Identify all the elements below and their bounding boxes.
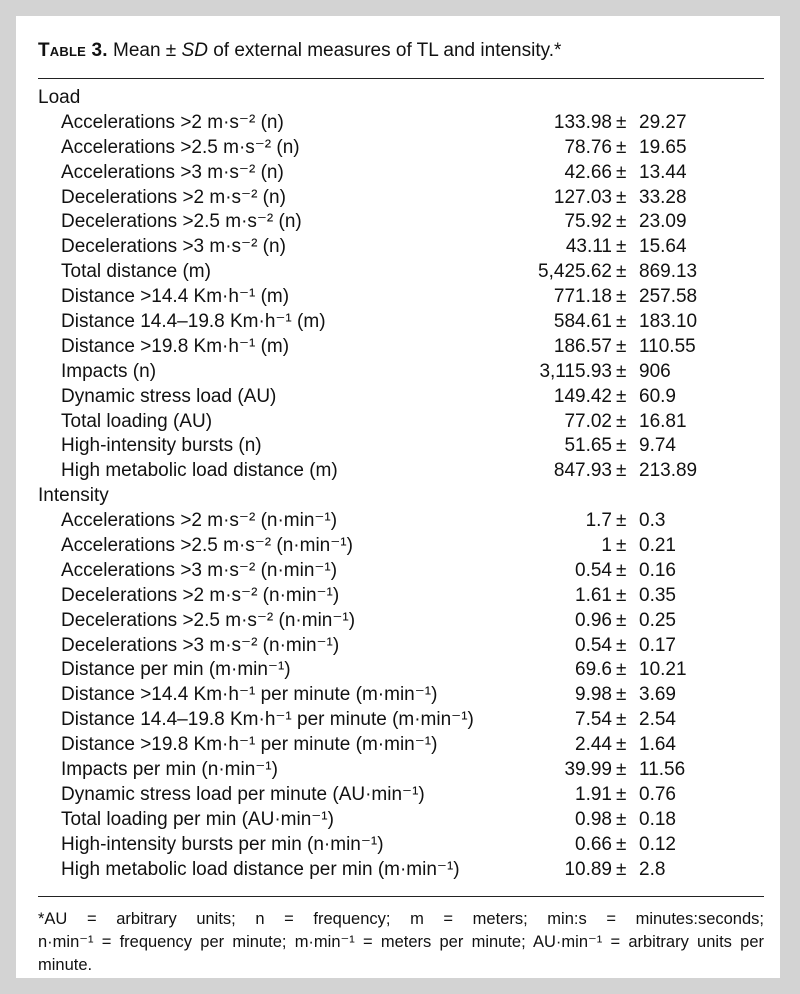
sd-value: 869.13	[639, 261, 698, 283]
sd-value: 0.18	[639, 808, 676, 830]
table-row	[38, 733, 764, 758]
table-row	[38, 808, 764, 833]
row-label: Dynamic stress load (AU)	[61, 385, 277, 407]
mean-value: 78.76	[564, 136, 612, 158]
table-footnote	[38, 908, 764, 977]
sd-value: 257.58	[639, 286, 698, 308]
table-row	[38, 783, 764, 808]
plus-minus-symbol: ±	[616, 808, 627, 830]
plus-minus-symbol: ±	[616, 186, 627, 208]
row-label: Distance 14.4–19.8 Km·h⁻¹ per minute (m·min⁻¹)	[61, 709, 474, 731]
sd-value: 15.64	[639, 236, 687, 258]
row-label: Total distance (m)	[61, 261, 211, 283]
sd-value: 213.89	[639, 460, 698, 482]
sd-value: 10.21	[639, 659, 687, 681]
table-row	[38, 111, 764, 136]
mean-value: 0.54	[575, 634, 612, 656]
sd-value: 29.27	[639, 111, 687, 133]
plus-minus-symbol: ±	[616, 634, 627, 656]
sd-value: 0.25	[639, 609, 676, 631]
plus-minus-symbol: ±	[616, 584, 627, 606]
caption-label: Table 3.	[38, 40, 108, 61]
row-label: High-intensity bursts (n)	[61, 435, 262, 457]
table-row	[38, 260, 764, 285]
row-label: Decelerations >2.5 m·s⁻² (n·min⁻¹)	[61, 609, 356, 631]
plus-minus-symbol: ±	[616, 111, 627, 133]
sd-value: 16.81	[639, 410, 687, 432]
sd-value: 0.17	[639, 634, 676, 656]
mean-value: 1.7	[585, 510, 612, 532]
table-row	[38, 210, 764, 235]
mean-value: 42.66	[564, 161, 612, 183]
plus-minus-symbol: ±	[616, 311, 627, 333]
row-label: Impacts (n)	[61, 360, 157, 382]
table-row	[38, 758, 764, 783]
caption-sd: SD	[181, 40, 208, 61]
row-label: Accelerations >2.5 m·s⁻² (n)	[61, 136, 300, 158]
mean-value: 127.03	[553, 186, 612, 208]
row-label: High metabolic load distance per min (m·min⁻¹)	[61, 858, 460, 880]
row-label: Total loading per min (AU·min⁻¹)	[61, 808, 334, 830]
plus-minus-symbol: ±	[616, 161, 627, 183]
table-row	[38, 310, 764, 335]
table-row	[38, 609, 764, 634]
sd-value: 110.55	[639, 335, 696, 357]
plus-minus-symbol: ±	[616, 211, 627, 233]
table-row	[38, 161, 764, 186]
plus-minus-symbol: ±	[616, 734, 627, 756]
mean-value: 1	[601, 535, 612, 557]
mean-value: 133.98	[553, 111, 612, 133]
table-row	[38, 459, 764, 484]
plus-minus-symbol: ±	[616, 286, 627, 308]
row-label: Accelerations >3 m·s⁻² (n·min⁻¹)	[61, 559, 338, 581]
section-header: Intensity	[38, 485, 109, 507]
sd-value: 906	[639, 360, 671, 382]
mean-value: 75.92	[564, 211, 612, 233]
plus-minus-symbol: ±	[616, 236, 627, 258]
table-row	[38, 360, 764, 385]
mean-value: 847.93	[553, 460, 612, 482]
top-rule	[38, 78, 764, 79]
table-row	[38, 186, 764, 211]
row-label: Total loading (AU)	[61, 410, 213, 432]
table-caption	[38, 38, 758, 64]
table-row	[38, 683, 764, 708]
table-body	[38, 86, 764, 883]
row-label: Distance >14.4 Km·h⁻¹ per minute (m·min⁻¹)	[61, 684, 438, 706]
row-label: Decelerations >2 m·s⁻² (n)	[61, 186, 286, 208]
sd-value: 33.28	[639, 186, 687, 208]
table-row	[38, 534, 764, 559]
table-row	[38, 858, 764, 883]
row-label: Decelerations >2 m·s⁻² (n·min⁻¹)	[61, 584, 340, 606]
row-label: Impacts per min (n·min⁻¹)	[61, 759, 278, 781]
caption-text-before: Mean ±	[113, 40, 182, 61]
mean-value: 0.98	[575, 808, 612, 830]
sd-value: 0.35	[639, 584, 676, 606]
row-label: High metabolic load distance (m)	[61, 460, 338, 482]
sd-value: 0.76	[639, 783, 676, 805]
table-panel	[16, 16, 780, 978]
table-row	[38, 634, 764, 659]
row-label: Accelerations >2 m·s⁻² (n)	[61, 111, 284, 133]
plus-minus-symbol: ±	[616, 435, 627, 457]
plus-minus-symbol: ±	[616, 684, 627, 706]
sd-value: 0.3	[639, 510, 666, 532]
sd-value: 9.74	[639, 435, 676, 457]
mean-value: 0.66	[575, 833, 612, 855]
mean-value: 77.02	[564, 410, 612, 432]
mean-value: 0.96	[575, 609, 612, 631]
mean-value: 9.98	[575, 684, 612, 706]
mean-value: 43.11	[565, 236, 612, 258]
row-label: Accelerations >2.5 m·s⁻² (n·min⁻¹)	[61, 535, 353, 557]
mean-value: 3,115.93	[539, 360, 612, 382]
plus-minus-symbol: ±	[616, 783, 627, 805]
sd-value: 23.09	[639, 211, 687, 233]
mean-value: 69.6	[575, 659, 612, 681]
table-row	[38, 385, 764, 410]
plus-minus-symbol: ±	[616, 261, 627, 283]
section-header: Load	[38, 87, 81, 108]
sd-value: 3.69	[639, 684, 676, 706]
sd-value: 2.54	[639, 709, 676, 731]
mean-value: 1.61	[575, 584, 612, 606]
mean-value: 0.54	[575, 559, 612, 581]
table-row	[38, 708, 764, 733]
bottom-rule	[38, 896, 764, 897]
sd-value: 0.16	[639, 559, 676, 581]
plus-minus-symbol: ±	[616, 510, 627, 532]
table-row	[38, 434, 764, 459]
caption-text-after: of external measures of TL and intensity.*	[207, 40, 562, 61]
sd-value: 13.44	[639, 161, 687, 183]
row-label: Distance 14.4–19.8 Km·h⁻¹ (m)	[61, 311, 326, 333]
table-row	[38, 235, 764, 260]
table-row	[38, 833, 764, 858]
row-label: Decelerations >3 m·s⁻² (n)	[61, 236, 286, 258]
table-row	[38, 559, 764, 584]
sd-value: 1.64	[639, 734, 676, 756]
sd-value: 11.56	[639, 759, 686, 781]
table-row	[38, 335, 764, 360]
plus-minus-symbol: ±	[616, 833, 627, 855]
table-row	[38, 584, 764, 609]
mean-value: 7.54	[575, 709, 612, 731]
mean-value: 186.57	[553, 335, 612, 357]
mean-value: 149.42	[553, 385, 612, 407]
table-row	[38, 136, 764, 161]
footnote-line-1: *AU = arbitrary units; n = frequency; m = meters; min:s = minutes:seconds;	[38, 910, 764, 928]
footnote-rest: n·min⁻¹ = frequency per minute; m·min⁻¹ = meters per minute; AU·min⁻¹ = arbitrary units per minute.	[38, 933, 764, 974]
row-label: Accelerations >3 m·s⁻² (n)	[61, 161, 284, 183]
plus-minus-symbol: ±	[616, 759, 627, 781]
sd-value: 60.9	[639, 385, 676, 407]
mean-value: 1.91	[575, 783, 612, 805]
plus-minus-symbol: ±	[616, 136, 627, 158]
row-label: Decelerations >2.5 m·s⁻² (n)	[61, 211, 302, 233]
row-label: Distance per min (m·min⁻¹)	[61, 659, 291, 681]
plus-minus-symbol: ±	[616, 559, 627, 581]
mean-value: 10.89	[564, 858, 612, 880]
sd-value: 0.21	[639, 535, 676, 557]
table-row	[38, 658, 764, 683]
row-label: Distance >19.8 Km·h⁻¹ per minute (m·min⁻¹)	[61, 734, 438, 756]
mean-value: 2.44	[575, 734, 612, 756]
plus-minus-symbol: ±	[616, 535, 627, 557]
plus-minus-symbol: ±	[616, 709, 627, 731]
plus-minus-symbol: ±	[616, 385, 627, 407]
table-row	[38, 410, 764, 435]
mean-value: 51.65	[564, 435, 612, 457]
row-label: High-intensity bursts per min (n·min⁻¹)	[61, 833, 384, 855]
sd-value: 0.12	[639, 833, 676, 855]
sd-value: 19.65	[639, 136, 687, 158]
row-label: Dynamic stress load per minute (AU·min⁻¹)	[61, 783, 425, 805]
plus-minus-symbol: ±	[616, 410, 627, 432]
mean-value: 39.99	[564, 759, 612, 781]
sd-value: 183.10	[639, 311, 698, 333]
plus-minus-symbol: ±	[616, 609, 627, 631]
plus-minus-symbol: ±	[616, 360, 627, 382]
row-label: Distance >14.4 Km·h⁻¹ (m)	[61, 286, 290, 308]
table-row	[38, 509, 764, 534]
mean-value: 584.61	[553, 311, 612, 333]
plus-minus-symbol: ±	[616, 460, 627, 482]
sd-value: 2.8	[639, 858, 666, 880]
mean-value: 771.18	[553, 286, 612, 308]
row-label: Decelerations >3 m·s⁻² (n·min⁻¹)	[61, 634, 340, 656]
plus-minus-symbol: ±	[616, 659, 627, 681]
plus-minus-symbol: ±	[616, 335, 627, 357]
plus-minus-symbol: ±	[616, 858, 627, 880]
row-label: Distance >19.8 Km·h⁻¹ (m)	[61, 335, 290, 357]
table-row	[38, 285, 764, 310]
mean-value: 5,425.62	[538, 261, 612, 283]
row-label: Accelerations >2 m·s⁻² (n·min⁻¹)	[61, 510, 338, 532]
